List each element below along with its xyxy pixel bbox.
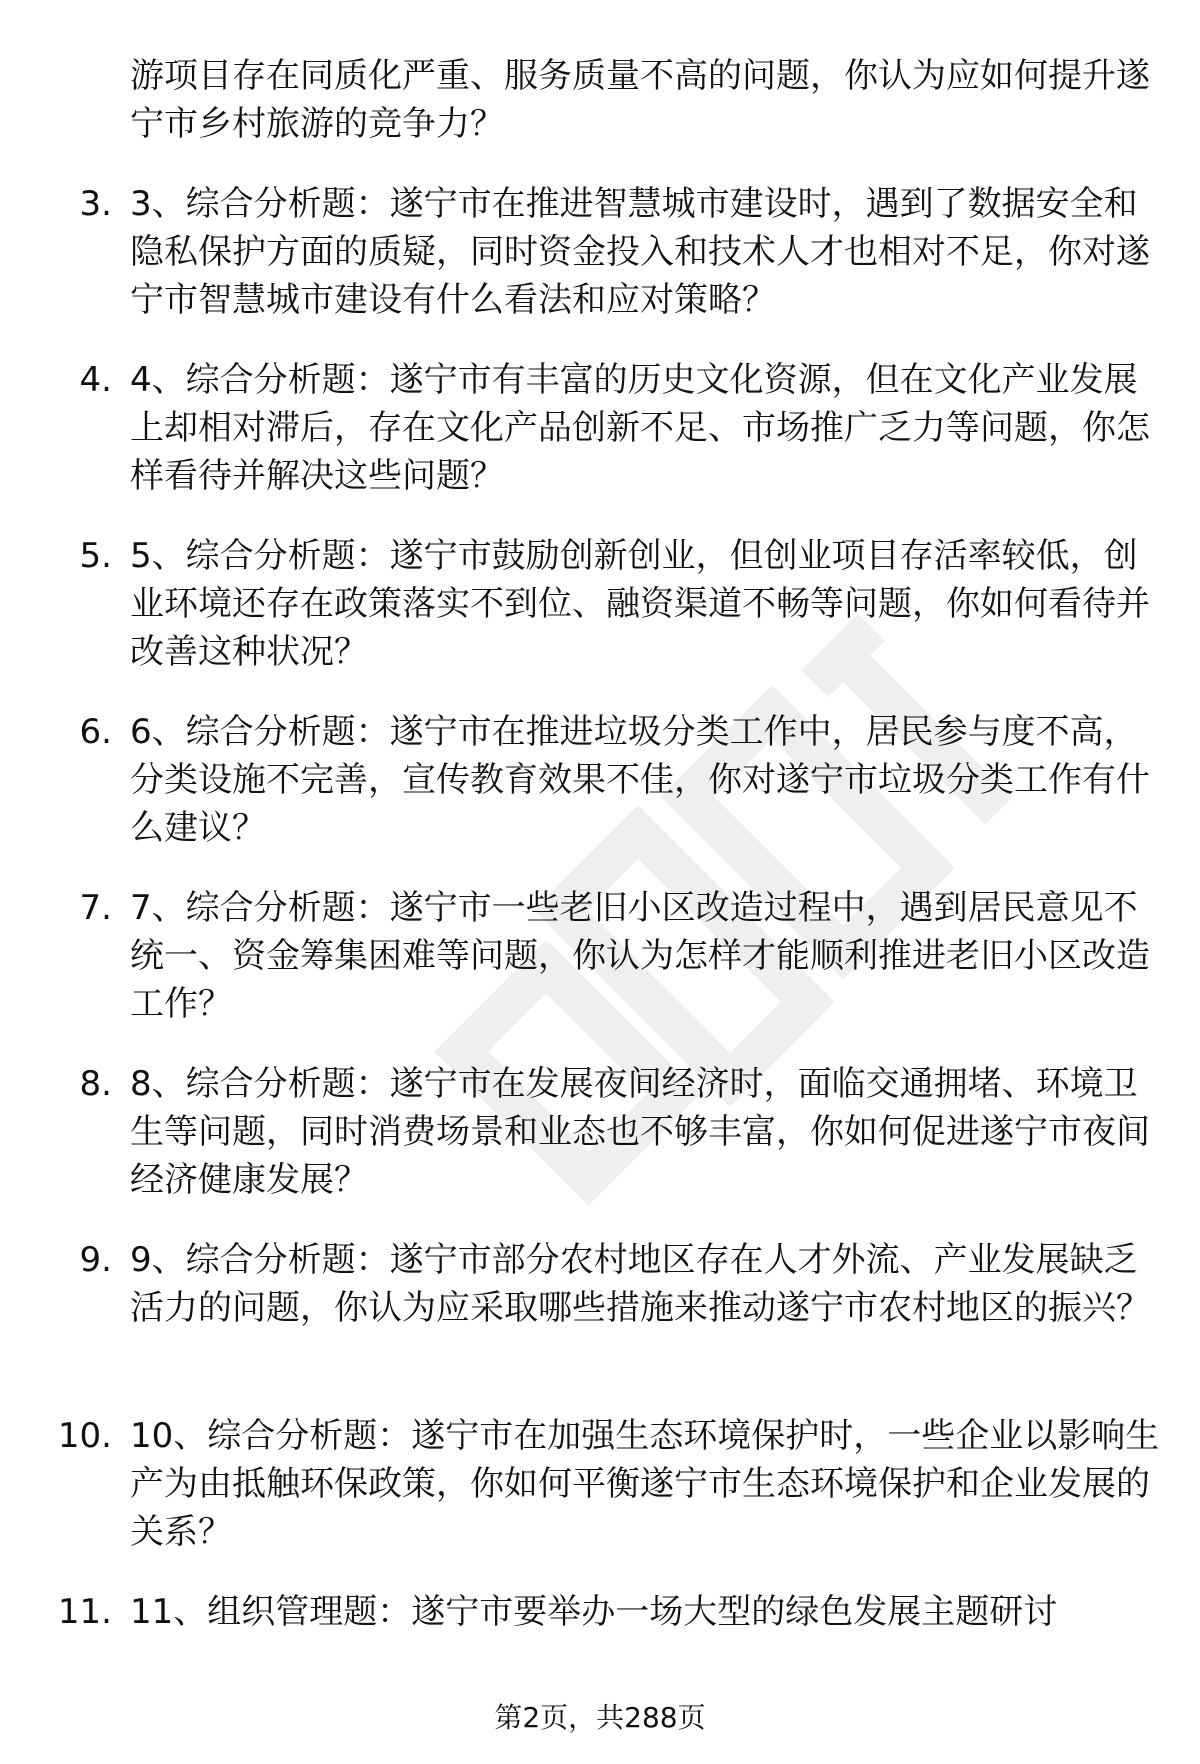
item-text: 10、综合分析题：遂宁市在加强生态环境保护时，一些企业以影响生产为由抵触环保政策，你如何平衡遂宁市生态环境保护和企业发展的关系？ bbox=[130, 1416, 1160, 1552]
item-number: 6. bbox=[79, 712, 112, 752]
item-number: 9. bbox=[79, 1240, 112, 1280]
item-text: 3、综合分析题：遂宁市在推进智慧城市建设时，遇到了数据安全和隐私保护方面的质疑，同时资金投入和技术人才也相对不足，你对遂宁市智慧城市建设有什么看法和应对策略？ bbox=[130, 184, 1150, 320]
item-text: 6、综合分析题：遂宁市在推进垃圾分类工作中，居民参与度不高，分类设施不完善，宣传教育效果不佳，你对遂宁市垃圾分类工作有什么建议？ bbox=[130, 712, 1150, 848]
question-list bbox=[0, 180, 1200, 1764]
continuation-text: 游项目存在同质化严重、服务质量不高的问题，你认为应如何提升遂宁市乡村旅游的竞争力？ bbox=[130, 56, 1150, 144]
list-item bbox=[0, 1236, 1200, 1412]
item-number: 4. bbox=[79, 360, 112, 400]
item-text: 5、综合分析题：遂宁市鼓励创新创业，但创业项目存活率较低，创业环境还存在政策落实不到位、融资渠道不畅等问题，你如何看待并改善这种状况？ bbox=[130, 536, 1150, 672]
item-text: 7、综合分析题：遂宁市一些老旧小区改造过程中，遇到居民意见不统一、资金筹集困难等问题，你认为怎样才能顺利推进老旧小区改造工作？ bbox=[130, 888, 1150, 1024]
item-number: 3. bbox=[79, 184, 112, 224]
list-item bbox=[0, 532, 1200, 708]
page-footer: 第2页，共288页 bbox=[494, 1701, 706, 1734]
item-text: 9、综合分析题：遂宁市部分农村地区存在人才外流、产业发展缺乏活力的问题，你认为应采取哪些措施来推动遂宁市农村地区的振兴？ bbox=[130, 1240, 1150, 1328]
list-item bbox=[0, 708, 1200, 884]
item-text: 4、综合分析题：遂宁市有丰富的历史文化资源，但在文化产业发展上却相对滞后，存在文化产品创新不足、市场推广乏力等问题，你怎样看待并解决这些问题？ bbox=[130, 360, 1150, 496]
list-item bbox=[0, 180, 1200, 356]
list-item bbox=[0, 1060, 1200, 1236]
item-text: 8、综合分析题：遂宁市在发展夜间经济时，面临交通拥堵、环境卫生等问题，同时消费场景和业态也不够丰富，你如何促进遂宁市夜间经济健康发展？ bbox=[130, 1064, 1150, 1200]
list-item bbox=[0, 1412, 1200, 1588]
item-number: 10. bbox=[57, 1416, 112, 1456]
item-number: 8. bbox=[79, 1064, 112, 1104]
list-item bbox=[0, 356, 1200, 532]
list-item bbox=[0, 884, 1200, 1060]
item-number: 11. bbox=[57, 1592, 112, 1632]
item-number: 5. bbox=[79, 536, 112, 576]
item-text: 11、组织管理题：遂宁市要举办一场大型的绿色发展主题研讨 bbox=[130, 1592, 1058, 1632]
item-number: 7. bbox=[79, 888, 112, 928]
